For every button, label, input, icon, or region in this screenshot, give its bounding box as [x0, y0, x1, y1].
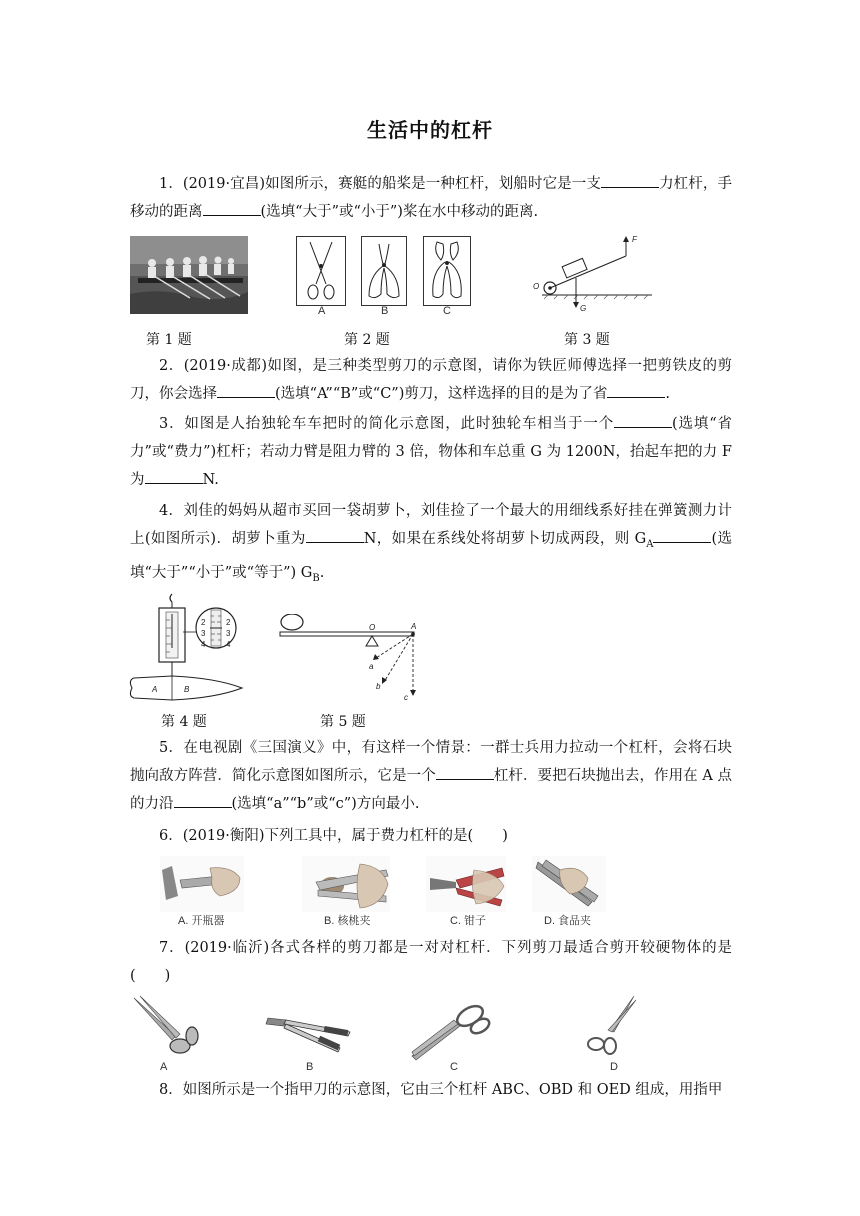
caption-q4: 第 4 题	[161, 714, 207, 730]
q1-text-a: 1．(2019·宜昌)如图所示，赛艇的船桨是一种杠杆，划船时它是一支	[159, 176, 601, 192]
gauge-label-left-2: 2	[201, 618, 206, 627]
pliers-photo	[426, 856, 506, 912]
q5-blank-2[interactable]	[174, 793, 232, 808]
catapult-label-a: A	[411, 622, 417, 631]
q7-option-d[interactable]: D	[610, 1061, 618, 1073]
caption-q1: 第 1 题	[146, 332, 192, 348]
q1-blank-2[interactable]	[203, 201, 261, 216]
q4-sub-b: B	[312, 572, 320, 584]
gauge-label-right-3: 3	[226, 629, 231, 638]
q5-text-c: (选填“a”“b”或“c”)方向最小.	[231, 796, 420, 812]
scissors-a-figure	[296, 236, 346, 306]
gauge-label-left-3: 3	[201, 629, 206, 638]
q7-option-a[interactable]: A	[160, 1061, 168, 1073]
caption-q5: 第 5 题	[320, 714, 366, 730]
carrot-label-b: B	[184, 685, 190, 694]
question-8: 8．如图所示是一个指甲刀的示意图，它由三个杠杆 ABC、OBD 和 OED 组成，用指甲	[159, 1082, 723, 1098]
pivot-o-label: O	[533, 282, 540, 291]
q4-sub-a: A	[646, 538, 654, 550]
q3-text-b: (选填“省力”或“费力”)杠杆；若动力臂是阻力臂的 3 倍，物体和车总重 G 为 1200N，抬起车把的力 F 为	[130, 416, 732, 488]
q4-text-a: 4．刘佳的妈妈从超市买回一袋胡萝卜，刘佳捡了一个最大的用细线系好挂在弹簧测力计上(如图所示)．胡萝卜重为	[130, 503, 732, 547]
q6-option-a[interactable]: A. 开瓶器	[178, 915, 225, 927]
q4-blank-1[interactable]	[306, 528, 364, 543]
caption-q2: 第 2 题	[344, 332, 390, 348]
scissors-c-photo	[408, 1002, 492, 1062]
catapult-label-o: O	[369, 623, 376, 632]
scissors-b-photo	[264, 1010, 354, 1054]
q6-option-d[interactable]: D. 食品夹	[544, 915, 592, 927]
q2-blank-1[interactable]	[217, 383, 275, 398]
q1-text-b: 力杠杆，手移动的距离	[130, 176, 732, 220]
gauge-label-right-4: 4	[226, 640, 231, 649]
scissors-label-a: A	[318, 305, 326, 317]
question-7: 7．(2019·临沂)各式各样的剪刀都是一对对杠杆．下列剪刀最适合剪开较硬物体的是( )	[130, 940, 732, 984]
q2-text-a: 2．(2019·成都)如图，是三种类型剪刀的示意图，请你为铁匠师傅选择一把剪铁皮的剪刀，你会选择	[130, 358, 732, 402]
q4-blank-2[interactable]	[653, 528, 711, 543]
carrot-label-a: A	[152, 685, 158, 694]
scissors-a-photo	[130, 994, 200, 1058]
q6-option-b[interactable]: B. 核桃夹	[324, 915, 371, 927]
wheelbarrow-diagram	[528, 232, 656, 318]
q3-text-a: 3．如图是人抬独轮车车把时的简化示意图，此时独轮车相当于一个	[159, 416, 615, 432]
q7-option-c[interactable]: C	[450, 1061, 458, 1073]
q5-text-a: 5．在电视剧《三国演义》中，有这样一个情景：一群士兵用力拉动一个杠杆，会将石块抛向敌方阵营．简化示意图如图所示，它是一个	[130, 740, 732, 784]
food-tongs-photo	[532, 856, 606, 912]
q2-text-b: (选填“A”“B”或“C”)剪刀，这样选择的目的是为了省	[275, 386, 608, 402]
question-3	[130, 410, 732, 494]
q3-blank-2[interactable]	[145, 469, 203, 484]
q7-option-b[interactable]: B	[306, 1061, 314, 1073]
q5-blank-1[interactable]	[436, 765, 494, 780]
q5-text-b: 杠杆．要把石块抛出去，作用在 A 点的力沿	[130, 768, 732, 812]
bottle-opener-photo	[160, 856, 244, 912]
question-5	[130, 734, 732, 818]
q1-text-c: (选填“大于”或“小于”)桨在水中移动的距离.	[260, 204, 539, 220]
q4-text-c: (选填“大于”“小于”或“等于”) G	[130, 531, 732, 581]
question-4	[130, 497, 732, 593]
catapult-lever-diagram	[276, 614, 426, 706]
scissors-label-c: C	[443, 305, 451, 317]
q1-blank-1[interactable]	[601, 173, 659, 188]
scissors-c-figure	[423, 236, 471, 306]
q6-option-c[interactable]: C. 钳子	[450, 915, 487, 927]
q2-blank-2[interactable]	[607, 383, 665, 398]
gauge-label-right-2: 2	[226, 618, 231, 627]
direction-c-label: c	[404, 693, 408, 702]
scissors-label-b: B	[381, 305, 389, 317]
scissors-d-photo	[580, 994, 640, 1058]
weight-g-label: G	[580, 304, 587, 313]
gauge-label-left-4: 4	[201, 640, 206, 649]
q2-text-c: .	[665, 386, 670, 402]
force-f-label: F	[632, 235, 637, 244]
direction-b-label: b	[376, 682, 381, 691]
question-2	[130, 352, 732, 408]
direction-a-label: a	[369, 662, 374, 671]
q4-text-b: N，如果在系线处将胡萝卜切成两段，则 G	[363, 531, 647, 547]
page-title: 生活中的杠杆	[367, 118, 493, 142]
q4-text-d: .	[319, 564, 325, 581]
q3-text-c: N.	[202, 472, 219, 488]
question-6: 6．(2019·衡阳)下列工具中，属于费力杠杆的是( )	[159, 828, 508, 844]
q3-blank-1[interactable]	[614, 413, 672, 428]
spring-scale-carrot-figure	[126, 592, 244, 704]
rowing-photo	[130, 236, 248, 314]
question-1	[130, 170, 732, 226]
nutcracker-photo	[302, 856, 390, 912]
caption-q3: 第 3 题	[564, 332, 610, 348]
scissors-b-figure	[361, 236, 407, 306]
